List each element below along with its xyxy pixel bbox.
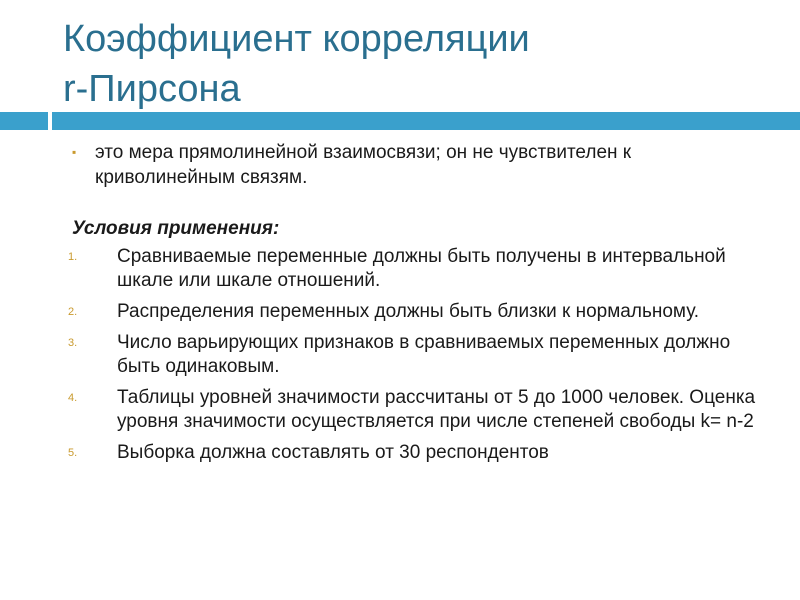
condition-text: Выборка должна составлять от 30 респондентов — [117, 442, 549, 463]
title-accent-bar-left — [0, 112, 48, 130]
slide-title-line-2: r-Пирсона — [63, 68, 241, 110]
condition-text: Таблицы уровней значимости рассчитаны от 5 до 1000 человек. Оценка уровня значимости осуществляется при числе степеней свободы k= n-2 — [117, 387, 756, 432]
slide-title — [63, 14, 783, 114]
condition-number: 3. — [68, 337, 78, 349]
condition-number: 2. — [68, 306, 78, 318]
condition-item — [0, 300, 800, 324]
title-accent-bar-right — [52, 112, 800, 130]
condition-text: Число варьирующих признаков в сравниваемых переменных должно быть одинаковым. — [117, 332, 731, 377]
square-bullet-icon: ▪ — [72, 145, 77, 159]
conditions-list — [0, 245, 800, 465]
slide-content — [0, 140, 800, 472]
condition-text: Распределения переменных должны быть близки к нормальному. — [117, 301, 700, 322]
condition-text: Сравниваемые переменные должны быть получены в интервальной шкале или шкале отношений. — [117, 246, 726, 291]
condition-number: 5. — [68, 447, 78, 459]
definition-bullet — [0, 140, 800, 190]
condition-number: 1. — [68, 251, 78, 263]
slide-title-line-1: Коэффициент корреляции — [63, 18, 530, 60]
condition-item — [0, 386, 800, 434]
definition-text: это мера прямолинейной взаимосвязи; он не чувствителен к криволинейным связям. — [95, 142, 632, 188]
condition-item — [0, 331, 800, 379]
condition-number: 4. — [68, 392, 78, 404]
condition-item — [0, 245, 800, 293]
condition-item — [0, 441, 800, 465]
conditions-heading: Условия применения: — [72, 218, 280, 239]
